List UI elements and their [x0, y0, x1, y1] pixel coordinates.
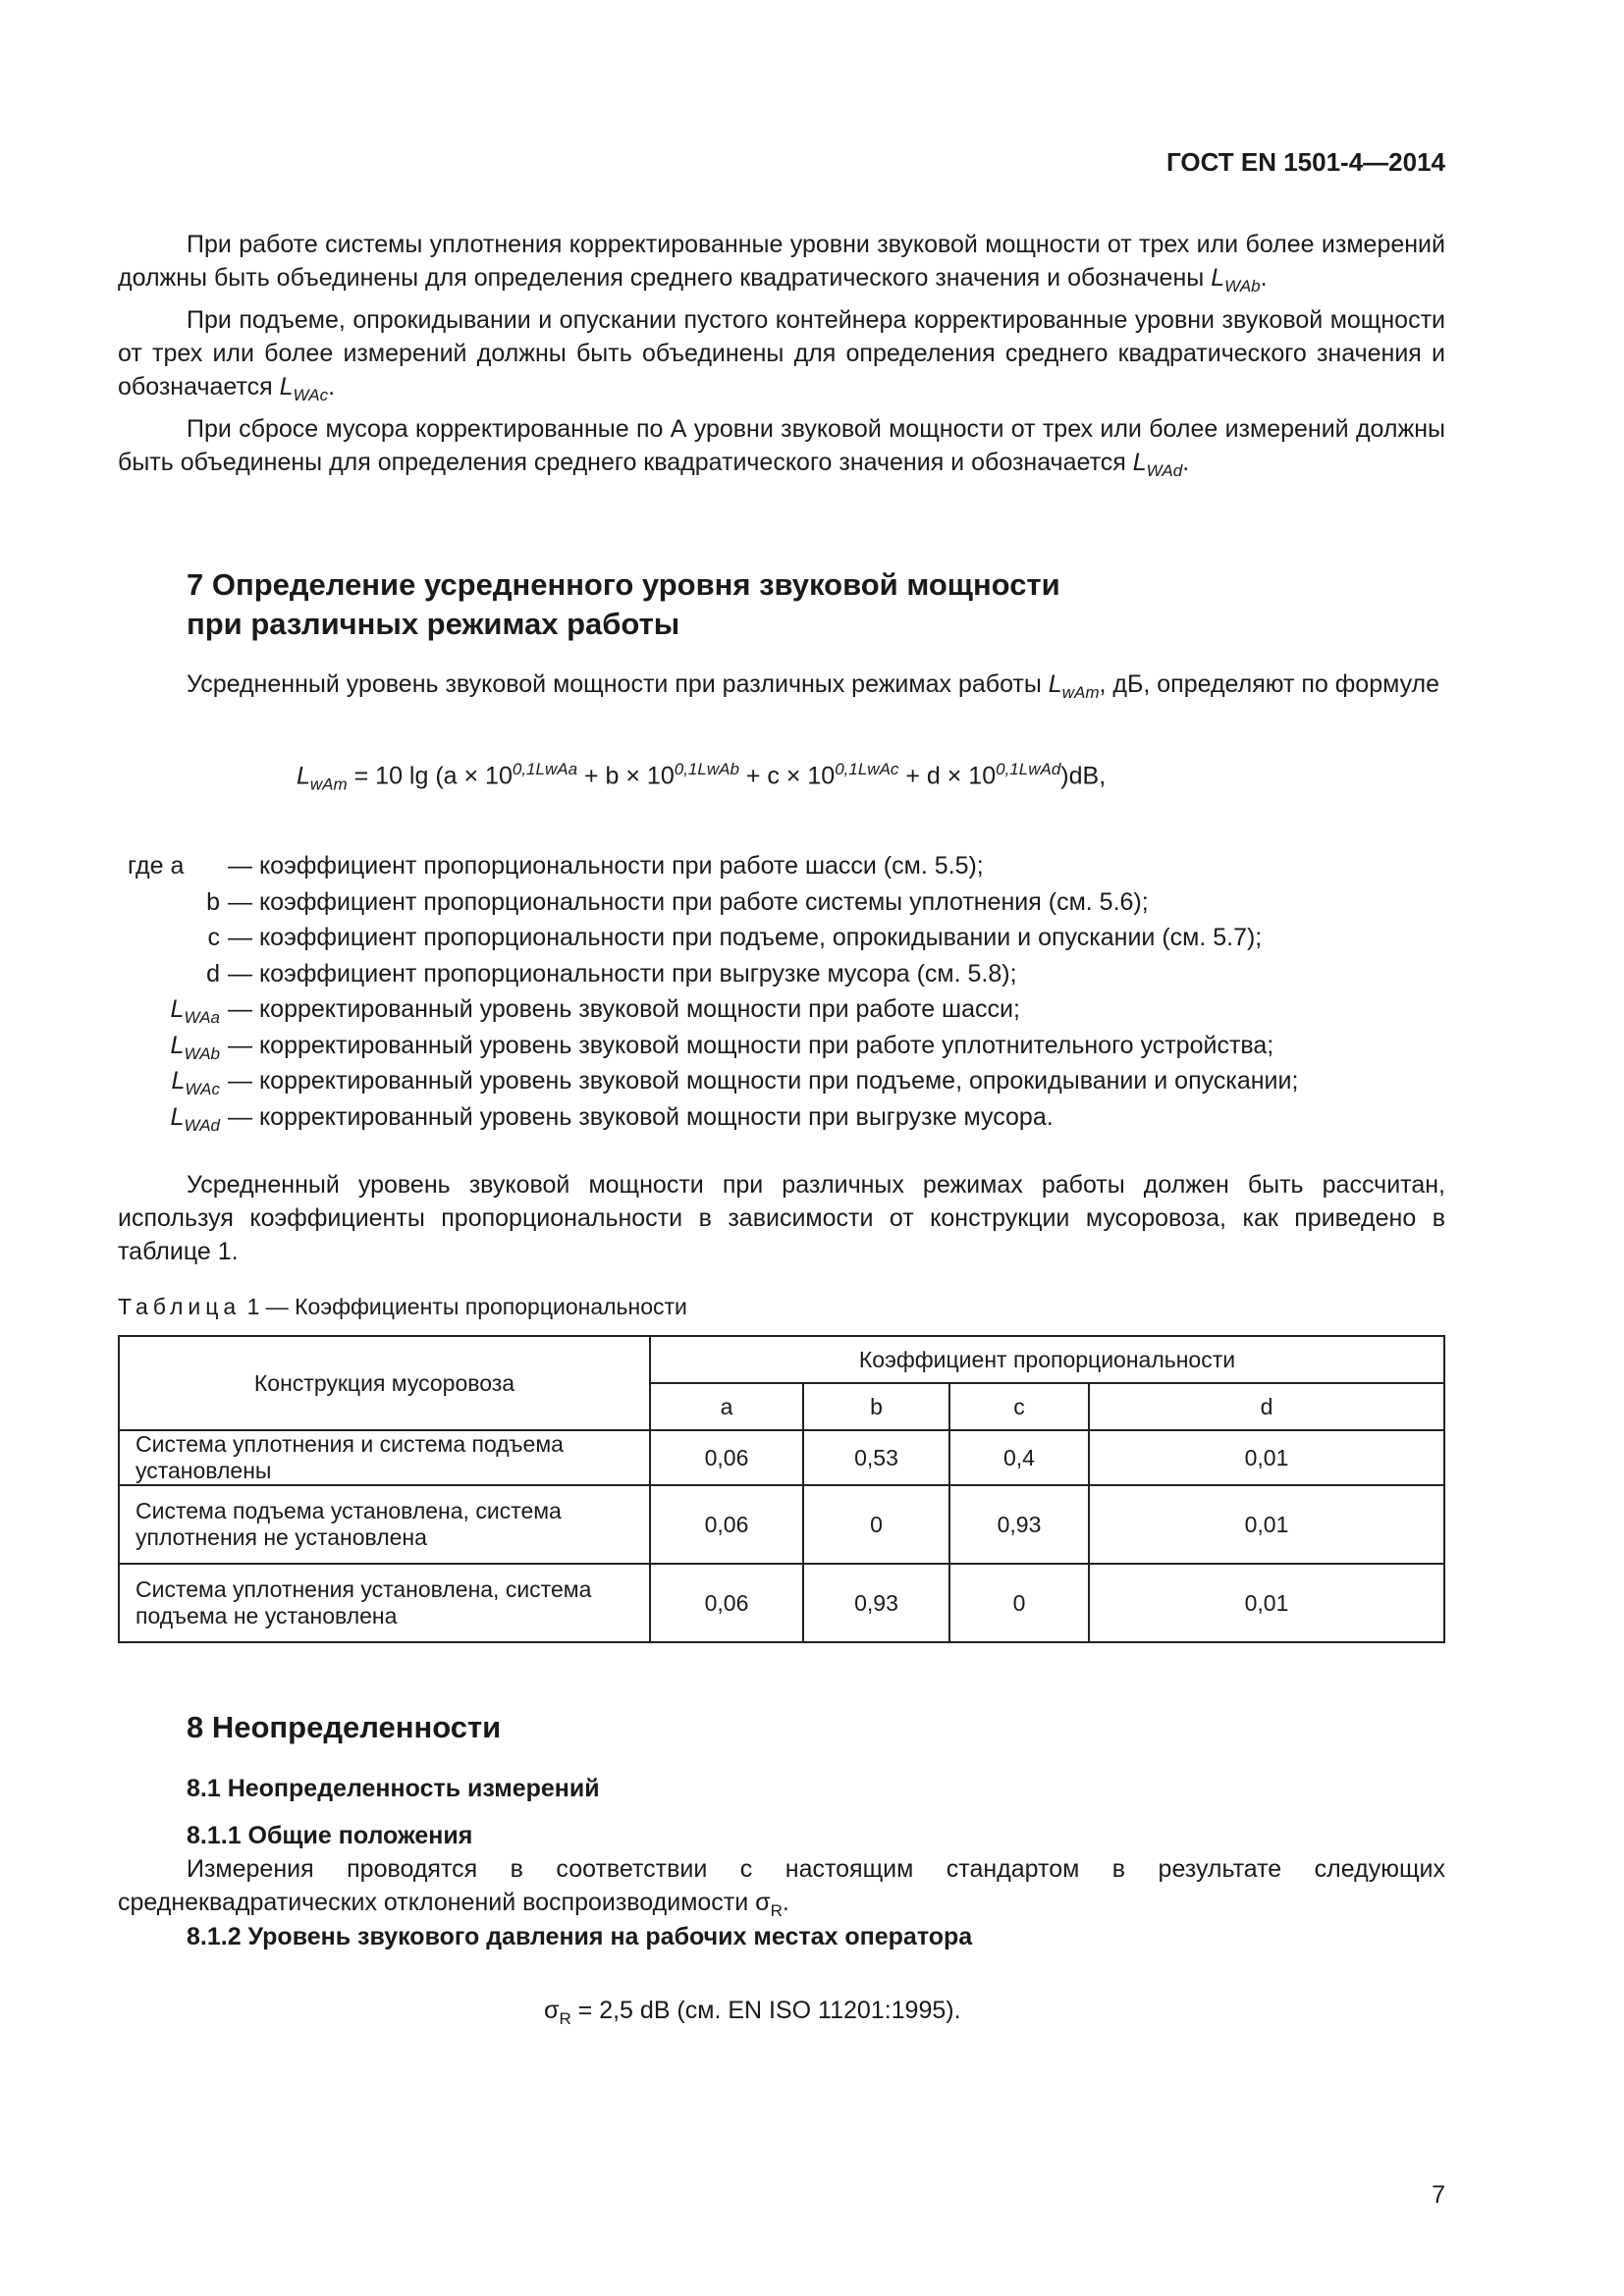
- table-header-row: [119, 1336, 1444, 1383]
- section-8-1-2-title: 8.1.2 Уровень звукового давления на рабочих местах оператора: [187, 1923, 973, 1950]
- header-c: c: [949, 1383, 1089, 1430]
- document-page: [118, 0, 1445, 2296]
- section-7-intro: Усредненный уровень звуковой мощности при различных режимах работы $L_{wAm}$, дБ, определяют по формуле: [187, 670, 1440, 702]
- header-d: d: [1089, 1383, 1444, 1430]
- section-7-title: 7 Определение усредненного уровня звуковой мощности при различных режимах работы: [187, 567, 1060, 641]
- definition-lwab: $L_{WAb}$ — корректированный уровень звуковой мощности при работе уплотнительного устройства;: [170, 1031, 1274, 1063]
- definition-b: b — коэффициент пропорциональности при работе системы уплотнения (см. 5.6);: [206, 887, 1149, 916]
- page-number: 7: [1432, 2181, 1445, 2209]
- formula-definitions: [118, 852, 1445, 1139]
- average-power-formula: $L_{wAm} = 10$ $\lg (a \times 10^{0,1LwAa} + b \times 10^{0,1LwAb} + c \times 10^{0,1LwAc} + d \times 10^{0,1LwAd})dB$,: [297, 760, 1107, 794]
- definition-lwad: $L_{WAd}$ — корректированный уровень звуковой мощности при выгрузке мусора.: [170, 1102, 1054, 1135]
- header-a: a: [650, 1383, 803, 1430]
- definition-a: где a — коэффициент пропорциональности при работе шасси (см. 5.5);: [128, 852, 984, 880]
- document-id-header: ГОСТ EN 1501-4—2014: [1166, 147, 1445, 177]
- section-8-1-1-text: Измерения проводятся в соответствии с настоящим стандартом в результате следующих среднеквадратических отклонений воспроизводимости $\sigma_R$.: [118, 1855, 1445, 1920]
- definition-lwac: $L_{WAc}$ — корректированный уровень звуковой мощности при подъеме, опрокидывании и опускании;: [171, 1067, 1299, 1098]
- section-8-title: 8 Неопределенности: [187, 1710, 502, 1744]
- definition-lwaa: $L_{WAa}$ — корректированный уровень звуковой мощности при работе шасси;: [170, 995, 1020, 1027]
- paragraph-dumping: При сбросе мусора корректированные по А уровни звуковой мощности от трех или более измерений должны быть объединены для определения среднего квадратического значения и обозначается $L_{WAd}$.: [118, 415, 1445, 480]
- section-8-1-1-title: 8.1.1 Общие положения: [187, 1822, 473, 1849]
- table-row: Система уплотнения и система подъема установлены 0,06 0,53 0,4 0,01: [119, 1430, 1444, 1485]
- table-row: Система уплотнения установлена, система подъема не установлена 0,06 0,93 0 0,01: [119, 1564, 1444, 1642]
- section-7-table-reference: Усредненный уровень звуковой мощности при различных режимах работы должен быть рассчитан, используя коэффициенты пропорциональности в зависимости от конструкции мусоровоза, как приведено в таблице 1.: [118, 1171, 1445, 1265]
- header-design: Конструкция мусоровоза: [119, 1336, 650, 1430]
- intro-paragraphs: [118, 228, 1445, 488]
- definition-c: c — коэффициент пропорциональности при подъеме, опрокидывании и опускании (см. 5.7);: [207, 924, 1263, 951]
- paragraph-lifting: При подъеме, опрокидывании и опускании пустого контейнера корректированные уровни звуковой мощности от трех или более измерений должны быть объединены для определения среднего квадратического значения и обозначается $L_{WAc}$.: [118, 306, 1445, 404]
- coefficient-table: [118, 1335, 1445, 1643]
- paragraph-compaction: При работе системы уплотнения корректированные уровни звуковой мощности от трех или более измерений должны быть объединены для определения среднего квадратического значения и обозначены $L_{WAb}$.: [118, 231, 1445, 295]
- sigma-formula: $\sigma_R = 2,5$ dB (см. EN ISO 11201:1995).: [544, 1997, 961, 2028]
- definition-d: d — коэффициент пропорциональности при выгрузке мусора (см. 5.8);: [206, 959, 1017, 988]
- header-b: b: [803, 1383, 949, 1430]
- table-caption: Таблица 1 — Коэффициенты пропорциональности: [118, 1294, 687, 1319]
- table-row: Система подъема установлена, система уплотнения не установлена 0,06 0 0,93 0,01: [119, 1485, 1444, 1564]
- header-coefficient: Коэффициент пропорциональности: [650, 1336, 1444, 1383]
- section-8-1-title: 8.1 Неопределенность измерений: [187, 1775, 600, 1802]
